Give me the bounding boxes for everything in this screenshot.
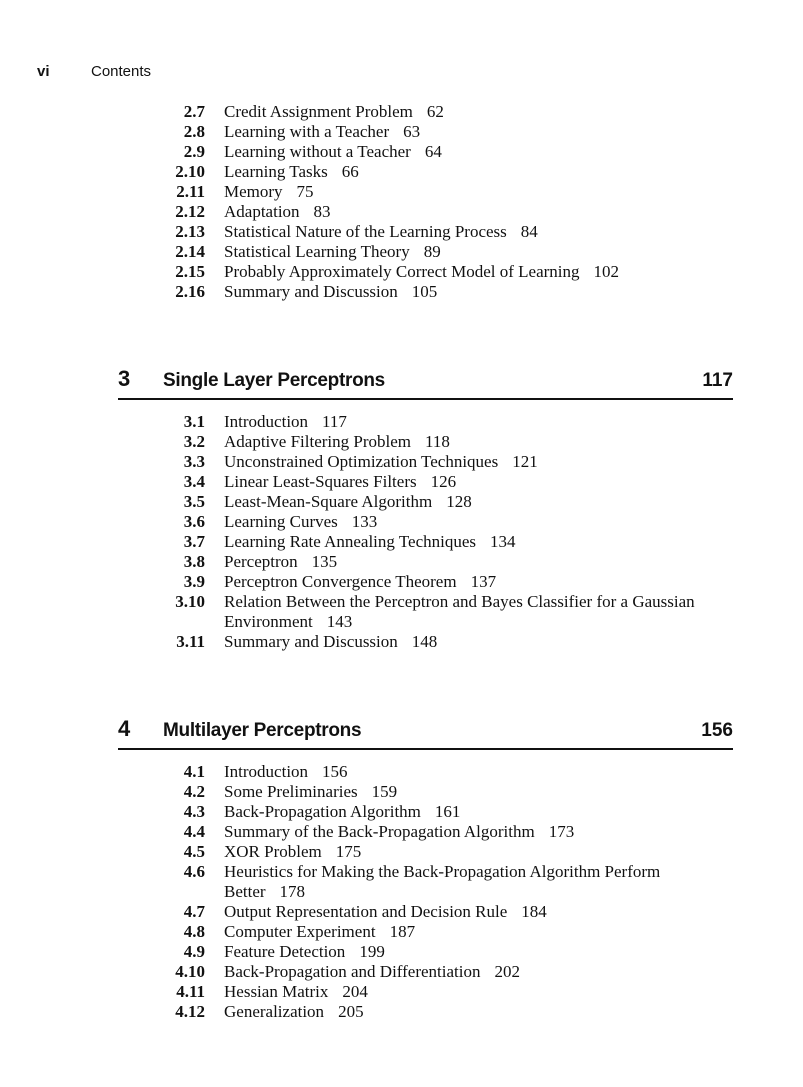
section-title xyxy=(224,262,619,282)
section-page: 133 xyxy=(351,512,378,531)
section-page: 173 xyxy=(548,822,575,841)
section-number: 4.4 xyxy=(183,822,205,841)
toc-entry xyxy=(0,822,803,842)
section-number: 3.7 xyxy=(183,532,205,551)
section-title xyxy=(224,552,337,572)
section-title-text: Heuristics for Making the Back-Propagation Algorithm Perform xyxy=(224,862,661,881)
section-number: 2.9 xyxy=(183,142,205,161)
toc-entry xyxy=(0,962,803,982)
section-page: 135 xyxy=(311,552,338,571)
section-title-text: Linear Least-Squares Filters xyxy=(224,472,417,491)
section-number: 2.16 xyxy=(175,282,205,301)
section-title-text: Back-Propagation Algorithm xyxy=(224,802,421,821)
section-title-text: Least-Mean-Square Algorithm xyxy=(224,492,433,511)
section-title-text: Relation Between the Perceptron and Bayes Classifier for a Gaussian xyxy=(224,592,695,611)
section-page: 199 xyxy=(359,942,385,961)
section-title xyxy=(224,822,574,842)
toc-entry xyxy=(0,902,803,922)
section-title-text: Learning with a Teacher xyxy=(224,122,390,141)
toc-entry xyxy=(0,492,803,512)
section-title xyxy=(224,1002,364,1022)
toc-entry xyxy=(0,412,803,432)
section-page: 117 xyxy=(322,412,347,431)
toc-entry xyxy=(0,632,803,652)
section-page: 63 xyxy=(403,122,421,141)
section-number: 4.2 xyxy=(183,782,205,801)
section-title-text: XOR Problem xyxy=(224,842,322,861)
section-title xyxy=(224,432,450,452)
section-title xyxy=(224,982,368,1002)
section-page: 62 xyxy=(426,102,444,121)
section-page: 83 xyxy=(313,202,331,221)
section-number: 3.5 xyxy=(183,492,205,511)
toc-entry xyxy=(0,802,803,822)
section-page: 184 xyxy=(521,902,547,921)
section-title-text: Unconstrained Optimization Techniques xyxy=(224,452,499,471)
toc-entry xyxy=(0,102,803,122)
toc-entry xyxy=(0,762,803,782)
section-number: 4.5 xyxy=(183,842,205,861)
section-title xyxy=(224,412,347,432)
section-page: 121 xyxy=(512,452,538,471)
section-number: 4.8 xyxy=(183,922,205,941)
section-title-text: Learning Curves xyxy=(224,512,338,531)
section-number: 4.7 xyxy=(183,902,205,921)
section-number: 3.2 xyxy=(183,432,205,451)
section-number: 2.10 xyxy=(175,162,205,181)
chapter-page: 117 xyxy=(702,370,733,391)
toc-entry xyxy=(0,882,803,902)
section-title-text: Summary and Discussion xyxy=(224,632,398,651)
section-title-text: Probably Approximately Correct Model of Learning xyxy=(224,262,580,281)
section-title xyxy=(224,492,472,512)
section-title-text: Perceptron Convergence Theorem xyxy=(224,572,457,591)
toc-entry xyxy=(0,1002,803,1022)
toc-entry xyxy=(0,512,803,532)
toc-block-chapter-2 xyxy=(0,102,803,302)
section-title-text: Feature Detection xyxy=(224,942,346,961)
chapter-title: Single Layer Perceptrons xyxy=(163,370,385,391)
section-page: 105 xyxy=(411,282,438,301)
toc-entry xyxy=(0,532,803,552)
section-number: 3.10 xyxy=(175,592,205,611)
section-title xyxy=(224,762,348,782)
section-number: 3.1 xyxy=(183,412,205,431)
running-head-title: Contents xyxy=(91,63,152,80)
section-page: 202 xyxy=(494,962,520,981)
chapter-title: Multilayer Perceptrons xyxy=(163,720,362,741)
toc-entry xyxy=(0,572,803,592)
section-number: 3.4 xyxy=(183,472,205,491)
section-title-text: Back-Propagation and Differentiation xyxy=(224,962,481,981)
section-title xyxy=(224,122,420,142)
section-title-text: Statistical Learning Theory xyxy=(224,242,410,261)
section-number: 2.14 xyxy=(175,242,205,261)
section-title-text: Learning Tasks xyxy=(224,162,328,181)
section-page: 156 xyxy=(322,762,348,781)
toc-entry xyxy=(0,922,803,942)
section-number: 2.8 xyxy=(183,122,205,141)
section-page: 134 xyxy=(490,532,516,551)
section-title-text: Summary and Discussion xyxy=(224,282,398,301)
section-title xyxy=(224,242,441,262)
section-number: 3.6 xyxy=(183,512,205,531)
section-page: 118 xyxy=(424,432,450,451)
chapter-heading xyxy=(118,718,733,750)
section-number: 2.12 xyxy=(175,202,205,221)
section-number: 2.11 xyxy=(176,182,205,201)
section-title xyxy=(224,142,442,162)
section-page: 204 xyxy=(342,982,368,1001)
toc-entry xyxy=(0,552,803,572)
section-number: 4.1 xyxy=(183,762,205,781)
section-page: 84 xyxy=(520,222,538,241)
toc-block-chapter-4 xyxy=(0,718,803,1022)
section-title-text: Hessian Matrix xyxy=(224,982,329,1001)
section-title xyxy=(224,282,437,302)
toc-entry xyxy=(0,202,803,222)
section-title-text: Adaptation xyxy=(224,202,300,221)
section-number: 4.3 xyxy=(183,802,205,821)
section-number: 4.6 xyxy=(183,862,205,881)
toc-entry xyxy=(0,862,803,882)
section-page: 102 xyxy=(593,262,619,281)
section-title-text: Environment xyxy=(224,612,313,631)
section-page: 66 xyxy=(341,162,359,181)
toc-entry xyxy=(0,222,803,242)
section-title xyxy=(224,632,437,652)
section-number: 2.7 xyxy=(183,102,205,121)
section-title-text: Perceptron xyxy=(224,552,298,571)
section-title xyxy=(224,612,352,632)
section-title-text: Computer Experiment xyxy=(224,922,376,941)
toc-entry xyxy=(0,782,803,802)
section-title xyxy=(224,532,516,552)
section-title xyxy=(224,962,520,982)
section-page: 128 xyxy=(446,492,472,511)
toc-entry xyxy=(0,592,803,612)
toc-entry xyxy=(0,162,803,182)
section-title-text: Generalization xyxy=(224,1002,325,1021)
section-page: 137 xyxy=(470,572,497,591)
toc-entry xyxy=(0,282,803,302)
toc-entry xyxy=(0,182,803,202)
section-title xyxy=(224,222,538,242)
section-title xyxy=(224,102,444,122)
chapter-number: 4 xyxy=(118,716,131,741)
section-title-text: Statistical Nature of the Learning Process xyxy=(224,222,507,241)
section-number: 4.11 xyxy=(176,982,205,1001)
section-number: 4.12 xyxy=(175,1002,205,1021)
section-title-text: Learning without a Teacher xyxy=(224,142,411,161)
section-number: 3.3 xyxy=(183,452,205,471)
section-title xyxy=(224,902,547,922)
section-title xyxy=(224,472,456,492)
toc-entry xyxy=(0,432,803,452)
section-number: 2.15 xyxy=(175,262,205,281)
section-title xyxy=(224,882,305,902)
section-title-text: Memory xyxy=(224,182,283,201)
section-page: 64 xyxy=(424,142,442,161)
section-title xyxy=(224,512,377,532)
section-title-text: Output Representation and Decision Rule xyxy=(224,902,508,921)
toc-entry xyxy=(0,242,803,262)
section-title-text: Better xyxy=(224,882,266,901)
section-title-text: Introduction xyxy=(224,762,309,781)
section-title xyxy=(224,782,397,802)
section-title xyxy=(224,942,385,962)
toc-entry xyxy=(0,842,803,862)
section-page: 159 xyxy=(371,782,398,801)
section-page: 178 xyxy=(279,882,306,901)
section-title xyxy=(224,802,460,822)
section-title-text: Credit Assignment Problem xyxy=(224,102,413,121)
toc-entry xyxy=(0,982,803,1002)
section-page: 148 xyxy=(411,632,438,651)
section-number: 2.13 xyxy=(175,222,205,241)
section-title-text: Introduction xyxy=(224,412,309,431)
toc-entry xyxy=(0,262,803,282)
section-title xyxy=(224,182,314,202)
toc-entry xyxy=(0,122,803,142)
section-page: 143 xyxy=(326,612,353,631)
section-title xyxy=(224,592,695,612)
chapter-number: 3 xyxy=(118,366,131,391)
section-page: 187 xyxy=(389,922,416,941)
section-title xyxy=(224,452,538,472)
toc-entry xyxy=(0,142,803,162)
section-page: 161 xyxy=(434,802,461,821)
section-title xyxy=(224,862,660,882)
section-title-text: Summary of the Back-Propagation Algorithm xyxy=(224,822,535,841)
toc-entry xyxy=(0,612,803,632)
section-title xyxy=(224,922,415,942)
section-number: 4.10 xyxy=(175,962,205,981)
section-title xyxy=(224,572,496,592)
section-page: 175 xyxy=(335,842,362,861)
toc-block-chapter-3 xyxy=(0,368,803,652)
running-head-page-number: vi xyxy=(37,63,50,80)
toc-entry xyxy=(0,942,803,962)
section-title-text: Learning Rate Annealing Techniques xyxy=(224,532,477,551)
section-page: 205 xyxy=(338,1002,364,1021)
toc-entry xyxy=(0,472,803,492)
section-title-text: Adaptive Filtering Problem xyxy=(224,432,411,451)
toc-entry xyxy=(0,452,803,472)
section-number: 3.9 xyxy=(183,572,205,591)
section-title xyxy=(224,202,331,222)
chapter-heading xyxy=(118,368,733,400)
section-title xyxy=(224,162,359,182)
section-title xyxy=(224,842,361,862)
section-page: 89 xyxy=(423,242,441,261)
section-title-text: Some Preliminaries xyxy=(224,782,358,801)
section-number: 3.11 xyxy=(176,632,205,651)
chapter-page: 156 xyxy=(701,720,733,741)
section-page: 75 xyxy=(296,182,314,201)
section-number: 4.9 xyxy=(183,942,205,961)
section-number: 3.8 xyxy=(183,552,205,571)
section-page: 126 xyxy=(430,472,457,491)
